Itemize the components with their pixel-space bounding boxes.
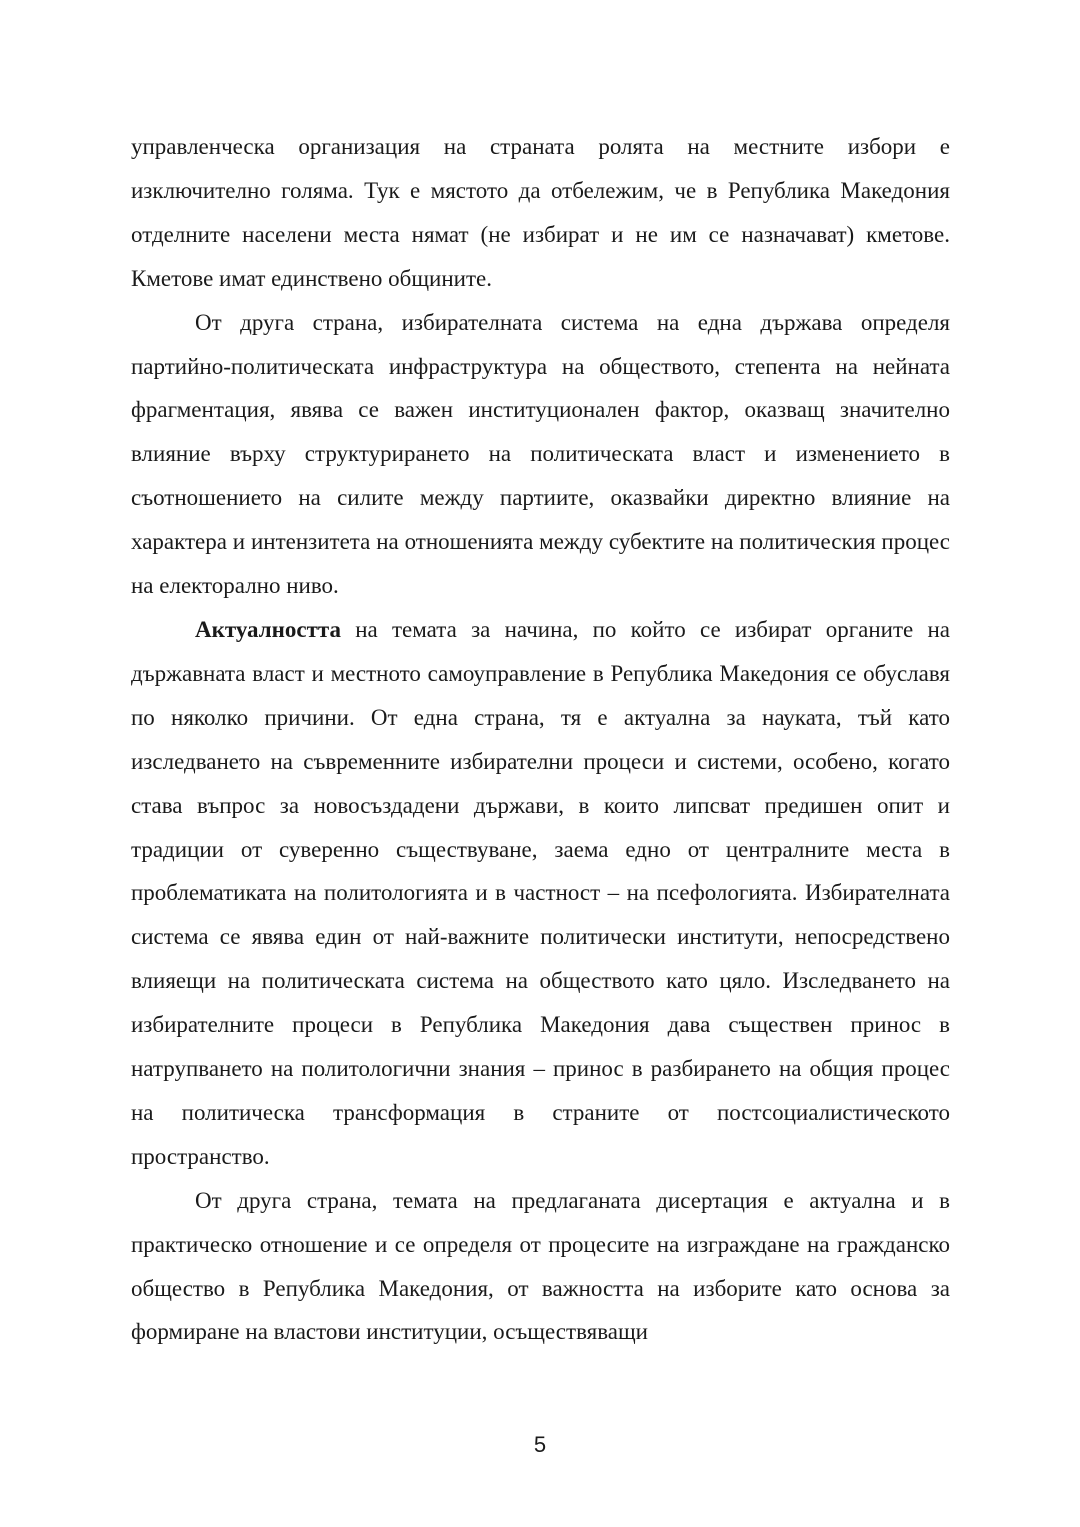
paragraph-4-text: От друга страна, темата на предлаганата дисертация е актуална и в практическо отношение и се определя от процесите на изграждане на гражданско общество в Република Македония, от важността на изборите като основа за формиране на властови институции, осъществяващи [131, 1187, 950, 1345]
page-number: 5 [533, 1432, 547, 1457]
paragraph-1-text: управленческа организация на страната ролята на местните избори е изключително голяма. Тук е мястото да отбележим, че в Република Македония отделните населени места нямат (не избират и не им се назначават) кметове. Кметове имат единствено общините. [131, 134, 950, 291]
paragraph-2-text: От друга страна, избирателната система на една държава определя партийно-политическата инфраструктура на обществото, степента на нейната фрагментация, явява се важен институционален фактор, оказващ значително влияние върху структурирането на политическата власт и изменението в съотношението на силите между партиите, оказвайки директно влияние на характера и интензитета на отношенията между субектите на политическия процес на електорално ниво. [131, 309, 950, 599]
paragraph-4 [131, 1179, 950, 1355]
paragraph-3 [131, 608, 950, 1179]
paragraph-1 [131, 125, 950, 301]
paragraph-3-text: на темата за начина, по който се избират органите на държавната власт и местното самоуправление в Република Македония се обуславя по няколко причини. От една страна, тя е актуална за науката, тъй като изследването на съвременните избирателни процеси и системи, особено, когато става въпрос за новосъздадени държави, в които липсват предишен опит и традиции от суверенно съществуване, заема едно от централните места в проблематиката на политологията и в частност – на псефологията. Избирателната система се явява един от най-важните политически институти, непосредствено влияещи на политическата система на обществото като цяло. Изследването на избирателните процеси в Република Македония дава съществен принос в натрупването на политологични знания – принос в разбирането на общия процес на политическа трансформация в страните от постсоциалистическото пространство. [131, 616, 950, 1169]
body-text [131, 125, 950, 1354]
paragraph-2 [131, 301, 950, 608]
paragraph-3-bold-lead: Актуалността [195, 616, 341, 642]
